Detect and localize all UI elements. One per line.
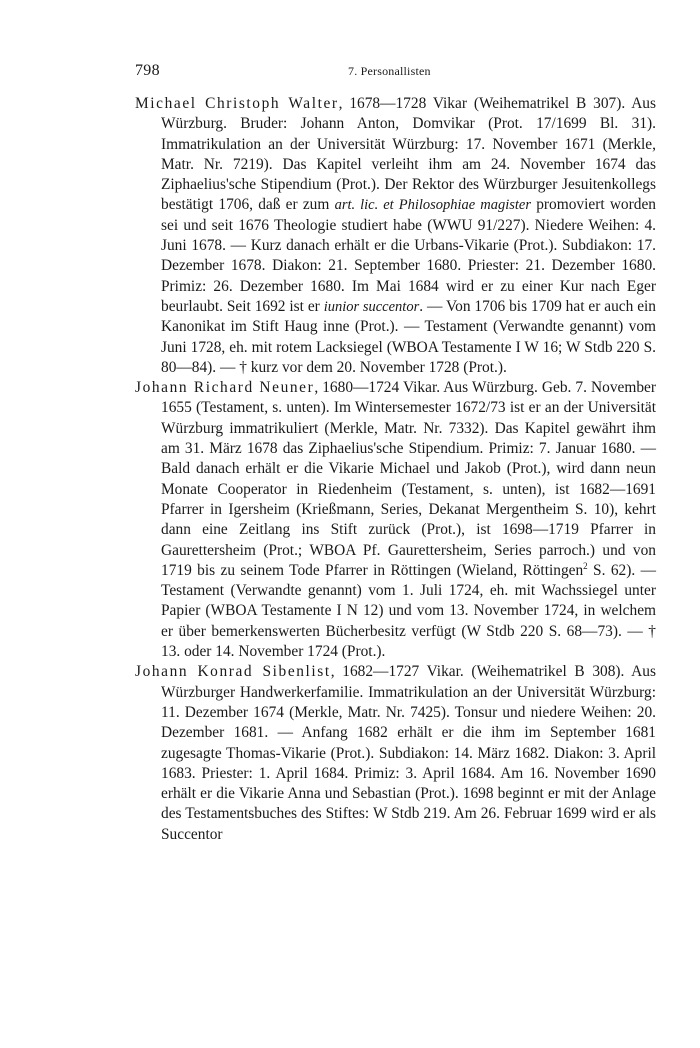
entry-text: promoviert worden sei und seit 1676 Theologie studiert habe (WWU 91/227). Niedere Weihen: 4. Juni 1678. — Kurz danach erhält er die Urbans-Vikarie (Prot.). Subdiakon: 17. Dezember 1678. Diakon: 21. September 1680. Priester: 21. Dezember 1680. Primiz: 26. Dezember 1680. Im Mai 1684 wird er zu einer Kur nach Eger beurlaubt. Seit 1692 ist er [161, 196, 656, 315]
entry-name: Johann Konrad Sibenlist [135, 663, 331, 681]
italic-term: art. lic. et Philosophiae magister [334, 197, 531, 214]
entry-text: S. 62). — Testament (Verwandte genannt) vom 1. Juli 1724, eh. mit Wachssiegel unter Papier (WBOA Testamente I N 12) und vom 13. November 1724, in welchem er über bemerkenswerten Bücherbesitz verfügt (W Stdb 220 S. 68—73). — † 13. oder 14. November 1724 (Prot.). [161, 561, 656, 661]
entry-body [161, 379, 656, 660]
entry-text: , 1678—1728 Vikar (Weihematrikel B 307). Aus Würzburg. Bruder: Johann Anton, Domvikar (Prot. 17/1699 Bl. 31). Immatrikulation an der Universität Würzburg: 17. November 1671 (Merkle, Matr. Nr. 7219). Das Kapitel verleiht ihm am 24. November 1674 das Ziphaelius'sche Stipendium (Prot.). Der Rektor des Würzburger Jesuitenkollegs bestätigt 1706, daß er zum [161, 95, 656, 214]
entry-name: Michael Christoph Walter [135, 95, 339, 112]
personnel-list [135, 94, 656, 845]
entry-body [161, 95, 656, 376]
page-number: 798 [135, 62, 160, 79]
superscript: 2 [583, 560, 588, 571]
page-header [135, 62, 656, 82]
entry-text: . — Von 1706 bis 1709 hat er auch ein Kanonikat im Stift Haug inne (Prot.). — Testament (Verwandte genannt) vom Juni 1728, eh. mit rotem Lacksiegel (WBOA Testamente I W 16; W Stdb 220 S. 80—84). — † kurz vor dem 20. November 1728 (Prot.). [161, 297, 656, 376]
italic-term: iunior succentor [323, 298, 420, 315]
entry-neuner [135, 378, 656, 662]
entry-walter [135, 94, 656, 378]
entry-text: , 1680—1724 Vikar. Aus Würzburg. Geb. 7. November 1655 (Testament, s. unten). Im Wintersemester 1672/73 ist er an der Universität Würzburg immatrikuliert (Merkle, Matr. Nr. 7332). Das Kapitel gewährt ihm am 31. März 1678 das Ziphaelius'sche Stipendium. Primiz: 7. Januar 1680. — Bald danach erhält er die Vikarie Michael und Jakob (Prot.), wird dann neun Monate Cooperator in Riedenheim (Testament, s. unten), ist 1682—1691 Pfarrer in Igersheim (Krießmann, Series, Dekanat Mergentheim S. 10), kehrt dann eine Zeitlang ins Stift zurück (Prot.), ist 1698—1719 Pfarrer in Gaurettersheim (Prot.; WBOA Pf. Gaurettersheim, Series parroch.) und von 1719 bis zu seinem Tode Pfarrer in Röttingen (Wieland, Röttingen [161, 379, 656, 579]
entry-text: , 1682—1727 Vikar. (Weihematrikel B 308). Aus Würzburger Handwerkerfamilie. Immatrikulation an der Universität Würzburg: 11. Dezember 1674 (Merkle, Matr. Nr. 7425). Tonsur und niedere Weihen: 20. Dezember 1681. — Anfang 1682 erhält er die ihm im September 1681 zugesagte Thomas-Vikarie (Prot.). Subdiakon: 14. März 1682. Diakon: 3. April 1683. Priester: 1. April 1684. Primiz: 3. April 1684. Am 16. November 1690 erhält er die Vikarie Anna und Sebastian (Prot.). 1698 beginnt er mit der Anlage des Testamentsbuches des Stiftes: W Stdb 219. Am 26. Februar 1699 wird er als Succentor [161, 663, 656, 843]
entry-sibenlist [135, 662, 656, 845]
entry-name: Johann Richard Neuner [135, 379, 315, 397]
entry-body [161, 663, 656, 842]
running-head: 7. Personallisten [348, 64, 431, 78]
